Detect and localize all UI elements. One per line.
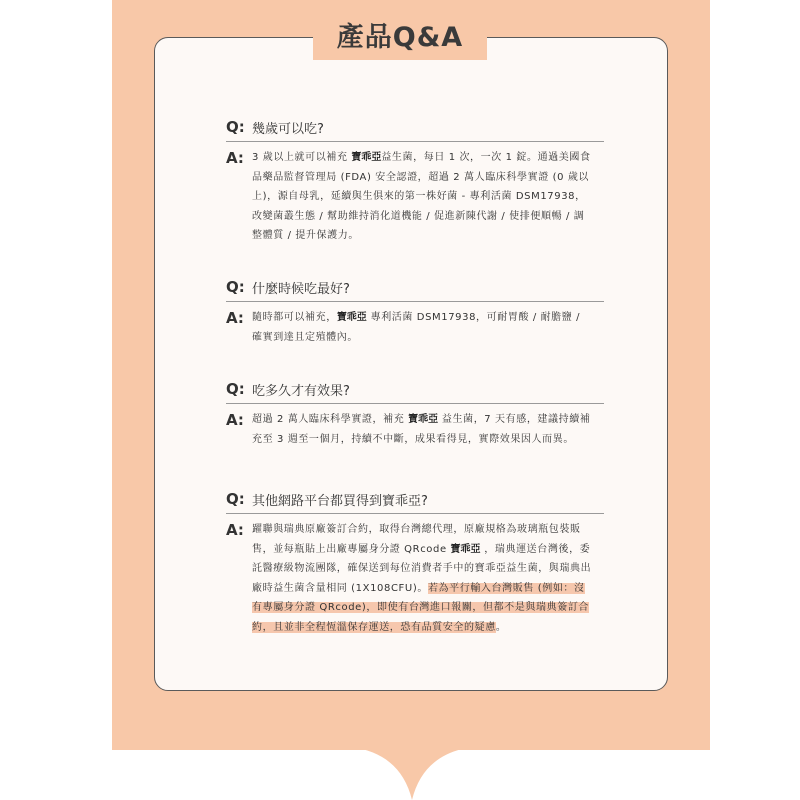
faq-item-1 — [226, 116, 604, 246]
question-mark-label: Q: — [226, 278, 245, 296]
highlighted-warning-text: 若為平行輸入台灣販售 (例如：沒有專屬身分證 QRcode)，即使有台灣進口報關，但都不是與瑞典簽訂合約，且並非全程恆溫保存運送，恐有品質安全的疑慮 — [252, 582, 590, 633]
brand-logo-inline: 寶乖亞 — [450, 543, 481, 555]
answer-mark-label: A: — [226, 521, 244, 539]
question-text: 什麼時候吃最好? — [252, 281, 350, 297]
answer-text: 超過 2 萬人臨床科學實證，補充 寶乖亞 益生菌，7 天有感，建議持續補充至 3 週至一個月，持續不中斷，成果看得見，實際效果因人而異。 — [252, 410, 594, 449]
page-title: 產品Q&A — [313, 16, 487, 60]
faq-item-4 — [226, 488, 604, 637]
divider — [226, 513, 604, 514]
bottom-pointer — [362, 749, 462, 800]
answer-mark-label: A: — [226, 149, 244, 167]
answer-text: 躍聯與瑞典原廠簽訂合約，取得台灣總代理，原廠規格為玻璃瓶包裝販售，並每瓶貼上出廠專屬身分證 QRcode 寶乖亞 ，瑞典運送台灣後，委託醫療級物流團隊，確保送到每位消費者手中的寶乖亞益生菌，與瑞典出廠時益生菌含量相同 (1X108CFU)。若為平行輸入台灣販售 (例如：沒有專屬身分證 QRcode)，即使有台灣進口報關，但都不是與瑞典簽訂合約，且並非全程恆溫保存運送，恐有品質安全的疑慮。 — [252, 524, 592, 633]
brand-logo-inline: 寶乖亞 — [408, 414, 439, 425]
answer-text: 隨時都可以補充，寶乖亞 專利活菌 DSM17938，可耐胃酸 / 耐膽鹽 / 確實到達且定殖體內。 — [252, 308, 594, 347]
question-text: 其他網路平台都買得到寶乖亞? — [252, 493, 428, 509]
question-text: 吃多久才有效果? — [252, 383, 350, 399]
brand-logo-inline: 寶乖亞 — [336, 312, 367, 323]
faq-item-2 — [226, 276, 604, 347]
question-mark-label: Q: — [226, 490, 245, 508]
answer-text: 3 歲以上就可以補充 寶乖亞益生菌，每日 1 次，一次 1 錠。通過美國食品藥品監督管理局 (FDA) 安全認證，超過 2 萬人臨床科學實證 (0 歲以上)，源自母乳，延續與生俱來的第一株好菌 - 專利活菌 DSM17938，改變菌叢生態 / 幫助維持消化道機能 / 促進新陳代謝 / 使排便順暢 / 調整體質 / 提升保護力。 — [252, 148, 594, 246]
brand-logo-inline: 寶乖亞 — [351, 152, 382, 163]
divider — [226, 141, 604, 142]
question-mark-label: Q: — [226, 380, 245, 398]
divider — [226, 403, 604, 404]
question-text: 幾歲可以吃? — [252, 121, 324, 137]
question-mark-label: Q: — [226, 118, 245, 136]
faq-item-3 — [226, 378, 604, 449]
answer-mark-label: A: — [226, 411, 244, 429]
answer-mark-label: A: — [226, 309, 244, 327]
divider — [226, 301, 604, 302]
